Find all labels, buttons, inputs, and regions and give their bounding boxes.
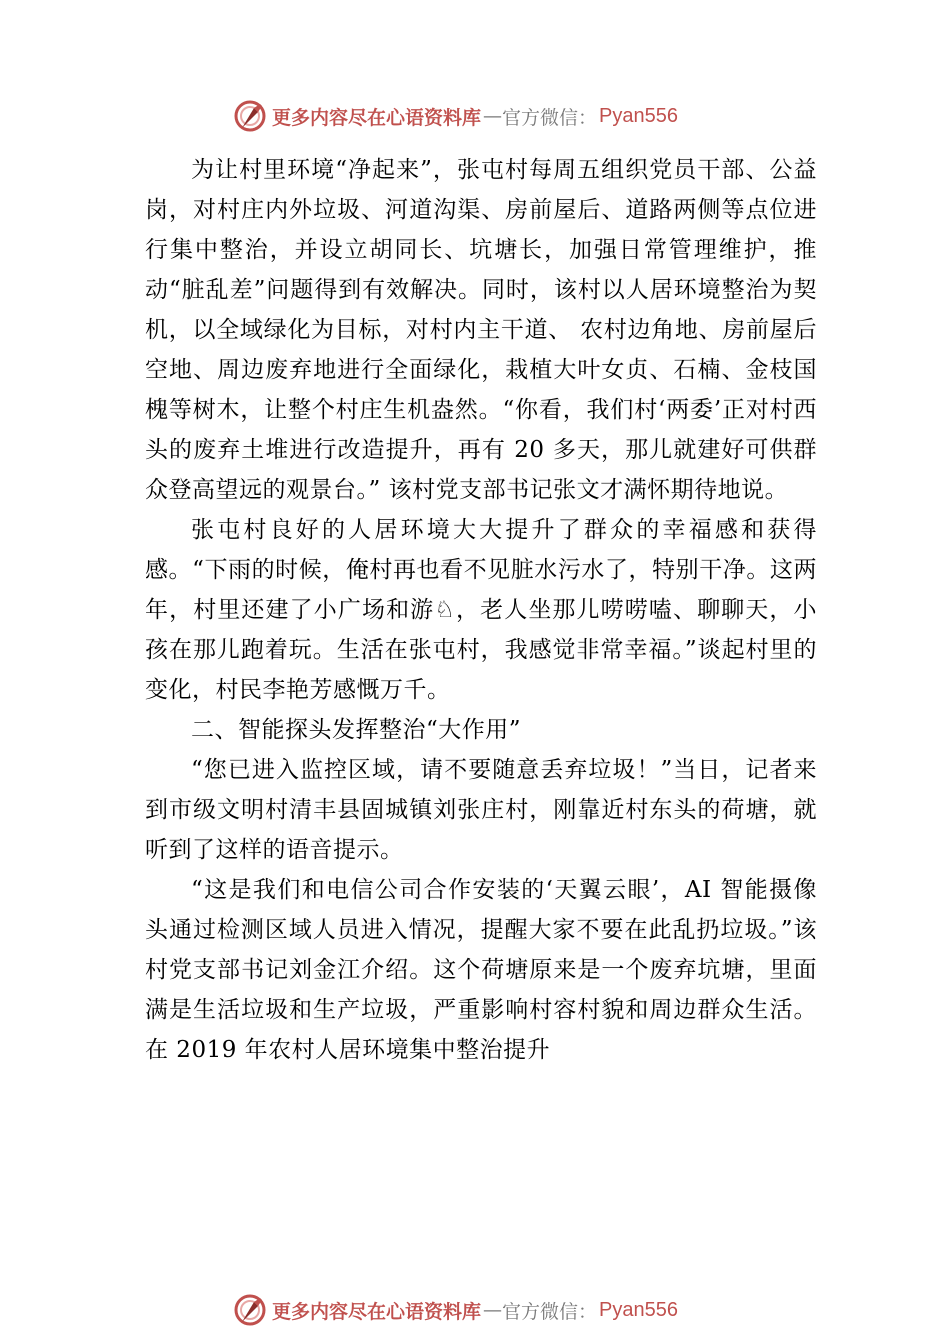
header-banner — [232, 96, 678, 136]
footer-wechat-label: 官方微信： — [502, 1300, 598, 1323]
header-brand-text: 更多内容尽在心语资料库 — [272, 106, 482, 129]
pen-nib-logo-icon — [232, 1292, 268, 1328]
section-heading: 二、智能探头发挥整治“大作用” — [191, 717, 522, 743]
article-body — [145, 150, 817, 1070]
footer-wechat-id: Pyan556 — [599, 1298, 678, 1321]
header-separator: — — [483, 105, 503, 127]
paragraph-4: “这是我们和电信公司合作安装的‘天翼云眼’，AI 智能摄像头通过检测区域人员进入情况，提醒大家不要在此乱扔垃圾。”该村党支部书记刘金江介绍。这个荷塘原来是一个废弃坑塘，里面满是生活垃圾和生产垃圾，严重影响村容村貌和周边群众生活。在 2019 年农村人居环境集中整治提升 — [145, 877, 817, 1063]
paragraph-1: 为让村里环境“净起来”，张屯村每周五组织党员干部、公益岗，对村庄内外垃圾、河道沟渠、房前屋后、道路两侧等点位进行集中整治，并设立胡同长、坑塘长，加强日常管理维护，推动“脏乱差”问题得到有效解决。同时，该村以人居环境整治为契机，以全域绿化为目标，对村内主干道、 农村边角地、房前屋后空地、周边废弃地进行全面绿化，栽植大叶女贞、石楠、金枝国槐等树木，让整个村庄生机盎然。“你看，我们村‘两委’正对村西头的废弃土堆进行改造提升，再有 20 多天，那儿就建好可供群众登高望远的观景台。” 该村党支部书记张文才满怀期待地说。 — [145, 157, 817, 503]
paragraph-2: 张屯村良好的人居环境大大提升了群众的幸福感和获得感。“下雨的时候，俺村再也看不见脏水污水了，特别干净。这两年，村里还建了小广场和游♘，老人坐那儿唠唠嗑、聊聊天，小孩在那儿跑着玩。生活在张屯村，我感觉非常幸福。”谈起村里的变化，村民李艳芳感慨万千。 — [145, 517, 817, 703]
paragraph-3: “您已进入监控区域，请不要随意丢弃垃圾！”当日，记者来到市级文明村清丰县固城镇刘张庄村，刚靠近村东头的荷塘，就听到了这样的语音提示。 — [145, 757, 817, 863]
footer-separator: — — [483, 1299, 503, 1321]
header-wechat-id: Pyan556 — [599, 104, 678, 127]
pen-nib-logo-icon — [232, 98, 268, 134]
footer-brand-text: 更多内容尽在心语资料库 — [272, 1300, 482, 1323]
footer-banner — [232, 1290, 678, 1330]
header-wechat-label: 官方微信： — [502, 106, 598, 129]
